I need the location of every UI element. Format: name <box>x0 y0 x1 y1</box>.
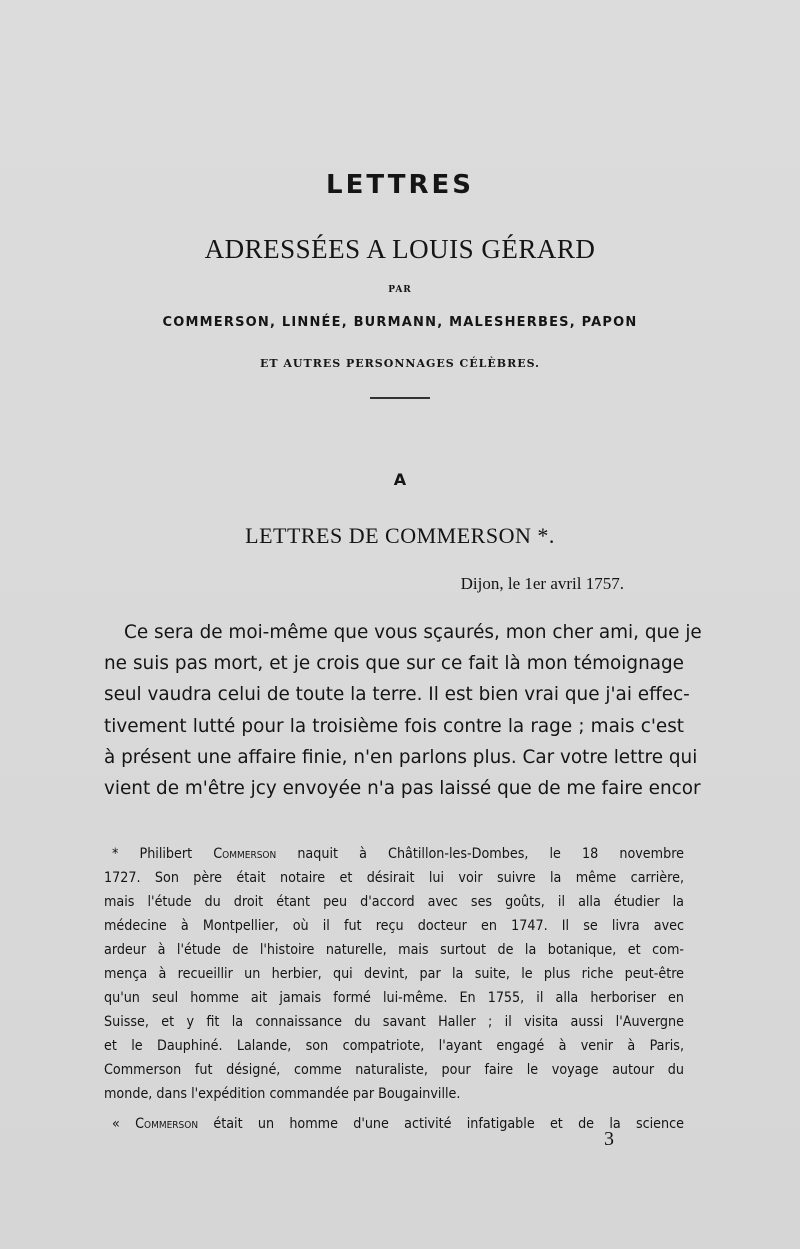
footnote-line: mença à recueillir un herbier, qui devint, par la suite, le plus riche peut-être <box>104 966 684 982</box>
footnote-line: et le Dauphiné. Lalande, son compatriote, l'ayant engagé à venir à Paris, <box>104 1038 684 1054</box>
quote-name: Commerson <box>135 1116 199 1132</box>
footnote <box>104 842 684 1136</box>
footnote-line: mais l'étude du droit étant peu d'accord avec ses goûts, il alla étudier la <box>104 894 684 910</box>
title-adressees: ADRESSÉES A LOUIS GÉRARD <box>204 234 596 264</box>
footnote-line: monde, dans l'expédition commandée par Bougainville. <box>104 1086 461 1102</box>
footnote-line: Commerson fut désigné, comme naturaliste, pour faire le voyage autour du <box>104 1062 684 1078</box>
letter-dateline: Dijon, le 1er avril 1757. <box>460 574 624 593</box>
footnote-quote-line <box>104 1112 684 1136</box>
title-lettres: LETTRES <box>326 170 474 200</box>
footnote-line: médecine à Montpellier, où il fut reçu docteur en 1747. Il se livra avec <box>104 918 684 934</box>
footnote-marker: * <box>112 846 119 862</box>
letter-line: tivement lutté pour la troisième fois contre la rage ; mais c'est <box>104 715 684 737</box>
footnote-line: * Philibert Commerson naquit à Châtillon-les-Dombes, le 18 novembre <box>112 846 684 862</box>
footnote-line: ardeur à l'étude de l'histoire naturelle, mais surtout de la botanique, et com- <box>104 942 684 958</box>
title-rule <box>370 397 430 399</box>
footnote-text: naquit à Châtillon-les-Dombes, le 18 novembre <box>297 846 684 862</box>
footnote-line: qu'un seul homme ait jamais formé lui-même. En 1755, il alla herboriser en <box>104 990 684 1006</box>
title-par: PAR <box>388 285 412 295</box>
letter-body <box>104 617 702 804</box>
letter-line: Ce sera de moi-même que vous sçaurés, mon cher ami, que je <box>124 622 702 643</box>
section-title: LETTRES DE COMMERSON *. <box>245 523 555 548</box>
footnote-name: Commerson <box>213 846 277 862</box>
footnote-line: 1727. Son père était notaire et désirait lui voir suivre la même carrière, <box>104 870 684 886</box>
footnote-line: Suisse, et y fit la connaissance du savant Haller ; il visita aussi l'Auvergne <box>104 1014 684 1030</box>
quote-mark: « <box>112 1116 120 1132</box>
page-number: 3 <box>604 1128 614 1150</box>
letter-line: seul vaudra celui de toute la terre. Il est bien vrai que j'ai effec- <box>104 684 690 706</box>
quote-text: était un homme d'une activité infatigable et de la science <box>213 1116 684 1132</box>
section-letter-mark: A <box>393 470 407 489</box>
title-others: ET AUTRES PERSONNAGES CÉLÈBRES. <box>260 357 540 370</box>
letter-line: vient de m'être jcy envoyée n'a pas laissé que de me faire encor <box>104 778 701 800</box>
letter-line: ne suis pas mort, et je crois que sur ce fait là mon témoignage <box>104 653 684 675</box>
letter-line: à présent une affaire finie, n'en parlons plus. Car votre lettre qui <box>104 746 698 768</box>
title-authors: COMMERSON, LINNÉE, BURMANN, MALESHERBES, PAPON <box>162 315 638 330</box>
